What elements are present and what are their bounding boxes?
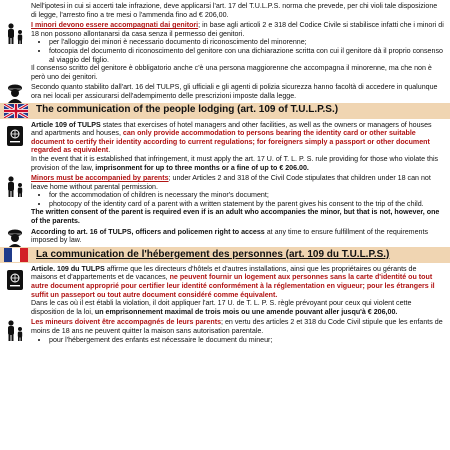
- fr-section-header: [0, 247, 450, 263]
- en-bullet-1: • for the accommodation of children is necessary the minor's document;: [49, 191, 444, 200]
- fr-bullet-list: [31, 336, 444, 345]
- en-section-header: [0, 103, 450, 119]
- en-p1-lead: Article 109 of TULPS: [31, 120, 101, 129]
- en-minors-block: [0, 174, 450, 226]
- it-bullet-1: • per l'alloggio dei minori è necessario documento di riconoscimento del minorenne;: [49, 38, 444, 47]
- it-consent-text: Il consenso scritto del genitore è obbligatorio anche c'è una persona maggiorenne che accompagna il minorenne, ma che non è però uno dei genitori.: [31, 64, 432, 81]
- fr-bullet-1: • pour l'hébergement des enfants est nécessaire le document du mineur;: [49, 336, 444, 345]
- france-flag-icon: [4, 248, 28, 262]
- it-minors-title: I minori devono essere accompagnati dai genitori: [31, 21, 199, 30]
- en-article-block: [0, 121, 450, 173]
- passport-icon: [4, 269, 26, 291]
- en-p1-body: states that exercises of hotel managers and other facilities, as well as the owners or managers of houses and apartments and houses,: [31, 120, 432, 138]
- en-minors-text: ; under Articles 2 and 318 of the Civil Code stipulates that children under 18 can not leave home without parental permission.: [31, 174, 431, 191]
- fr-p2-penalty: un emprisonnement maximal de trois mois ou une amende pouvant aller jusqu'à € 206,00.: [94, 307, 398, 316]
- en-p2-body: In the event that it is established that infringement, it must apply the art. 17 U. of T. L. P. S. rule providing for those who violate this provision of the law,: [31, 154, 439, 172]
- fr-minors-text: ; en vertu des articles 2 et 318 du Code Civil stipule que les enfants de moins de 18 ans ne peuvent quitter la maison sans autorisation parentale.: [31, 318, 443, 335]
- fr-p1-body: affirme que les directeurs d'hôtels et d'autres installations, ainsi que les propriétaires ou gérants de maisons et d'appartements et de vacances,: [31, 264, 417, 282]
- family-icon: [4, 176, 26, 198]
- en-p2-penalty: imprisonment for up to three months or a fine of up to € 206.00.: [95, 163, 309, 172]
- fr-minors-title: Les mineurs doivent être accompagnés de leurs parents: [31, 318, 222, 327]
- it-minors-block: [0, 21, 450, 81]
- it-police-text: Secondo quanto stabilito dall'art. 16 del TULPS, gli ufficiali e gli agenti di polizia sicurezza hanno facoltà di accedere in qualunque ora nei locali per assicurarsi dell'adempimento delle prescrizioni imposte dalla legge.: [31, 83, 438, 100]
- en-police-block: [0, 228, 450, 245]
- fr-p2-body: Dans le cas où il est établi la violation, il doit appliquer l'art. 17 U. de T. L. P. S. règle prévoyant pour ceux qui violent cette disposition de la loi,: [31, 299, 412, 316]
- it-intro-text: Nell'ipotesi in cui si accerti tale infrazione, deve applicarsi l'art. 17 del T.U.L.P.S. norma che prevede, per chi violi tale disposizione di legge, l'arresto fino a tre mesi o l'ammenda fino ad € 206,00.: [31, 2, 438, 19]
- fr-article-block: [0, 265, 450, 317]
- en-section-title: The communication of the people lodging (art. 109 of T.U.L.P.S.): [36, 104, 339, 116]
- en-p1-end: .: [108, 146, 111, 155]
- police-officer-icon: [4, 228, 26, 248]
- fr-p1-emphasis: ne peuvent fournir un logement aux personnes sans la carte d'identité ou tout autre document approprié pour certifier leur identité conformément à la réglementation en vigueur; pour les étrangers il suffit un passeport ou tout autre document considéré comme équivalent.: [31, 273, 435, 299]
- en-police-text: at any time to ensure fulfillment of the requirements imposed by law.: [31, 227, 428, 245]
- it-police-block: [0, 83, 450, 100]
- en-bullet-list: [31, 191, 444, 208]
- it-bullet-list: [31, 38, 444, 64]
- fr-p1-lead: Article. 109 du TULPS: [31, 264, 105, 273]
- it-minors-text: ; in base agli articoli 2 e 318 del Codice Civile si stabilisce infatti che i minori di 18 non possono allontanarsi da casa senza il permesso dei genitori.: [31, 21, 444, 38]
- it-intro-block: [0, 2, 450, 19]
- family-icon: [4, 320, 26, 342]
- en-minors-title: Minors must be accompanied by parents: [31, 174, 169, 183]
- it-bullet-2: • fotocopia del documento di riconoscimento del genitore con una dichiarazione scritta con cui il genitore dà il proprio consenso al viaggio del figlio.: [49, 47, 444, 64]
- en-consent-text: The written consent of the parent is required even if is an adult who accompanies the minor, but that is not, however, one of the parents.: [31, 208, 440, 226]
- passport-icon: [4, 125, 26, 147]
- family-icon: [4, 23, 26, 45]
- uk-flag-icon: [4, 104, 28, 118]
- en-p1-emphasis: can only provide accommodation to persons bearing the identity card or other suitable document to certify their identity according to current regulations; for foreigners simply a passport or other document regarded as equivalent: [31, 129, 430, 155]
- fr-section-title: La communication de l'hébergement des personnes (art. 109 du T.U.L.P.S.): [36, 248, 390, 260]
- en-bullet-2: • photocopy of the identity card of a parent with a written statement by the parent gives his consent to the trip of the child.: [49, 200, 444, 209]
- fr-minors-block: [0, 318, 450, 344]
- police-officer-icon: [4, 83, 26, 103]
- en-police-lead: According to art. 16 of TULPS, officers and policemen right to access: [31, 227, 265, 236]
